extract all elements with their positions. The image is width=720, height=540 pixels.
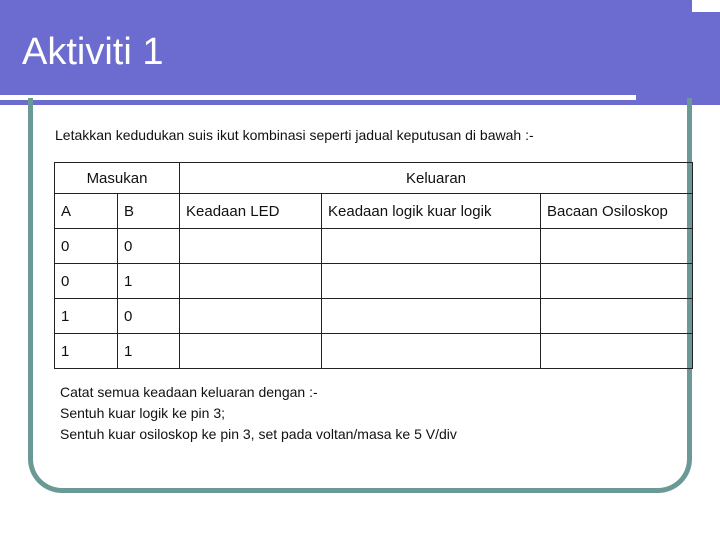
cell-logic: [322, 299, 541, 334]
notes-line: Sentuh kuar logik ke pin 3;: [60, 405, 225, 421]
notes-block: [60, 382, 457, 445]
cell-a: 1: [55, 299, 118, 334]
cell-oscilloscope: [541, 299, 693, 334]
cell-logic: [322, 229, 541, 264]
column-header-logic: Keadaan logik kuar logik: [322, 194, 541, 229]
cell-oscilloscope: [541, 229, 693, 264]
table-row: [55, 264, 693, 299]
cell-led: [180, 334, 322, 369]
column-header-oscilloscope: Bacaan Osiloskop: [541, 194, 693, 229]
cell-led: [180, 299, 322, 334]
cell-b: 1: [118, 334, 180, 369]
decision-table: [54, 162, 693, 369]
column-header-a: A: [55, 194, 118, 229]
column-header-b: B: [118, 194, 180, 229]
cell-a: 1: [55, 334, 118, 369]
cell-b: 0: [118, 299, 180, 334]
notes-line: Sentuh kuar osiloskop ke pin 3, set pada voltan/masa ke 5 V/div: [60, 426, 457, 442]
title-banner-edge: [692, 12, 720, 105]
table-row: [55, 229, 693, 264]
cell-oscilloscope: [541, 334, 693, 369]
cell-logic: [322, 334, 541, 369]
column-header-led: Keadaan LED: [180, 194, 322, 229]
table-row: [55, 334, 693, 369]
notes-line: Catat semua keadaan keluaran dengan :-: [60, 384, 318, 400]
cell-a: 0: [55, 264, 118, 299]
cell-a: 0: [55, 229, 118, 264]
cell-b: 1: [118, 264, 180, 299]
table-column-header-row: [55, 194, 693, 229]
instruction-text: Letakkan kedudukan suis ikut kombinasi seperti jadual keputusan di bawah :-: [55, 127, 534, 143]
cell-led: [180, 264, 322, 299]
output-group-header: Keluaran: [180, 163, 693, 194]
cell-b: 0: [118, 229, 180, 264]
cell-logic: [322, 264, 541, 299]
input-group-header: Masukan: [55, 163, 180, 194]
table-row: [55, 299, 693, 334]
table-group-header-row: [55, 163, 693, 194]
cell-led: [180, 229, 322, 264]
slide-title: Aktiviti 1: [22, 31, 164, 73]
cell-oscilloscope: [541, 264, 693, 299]
